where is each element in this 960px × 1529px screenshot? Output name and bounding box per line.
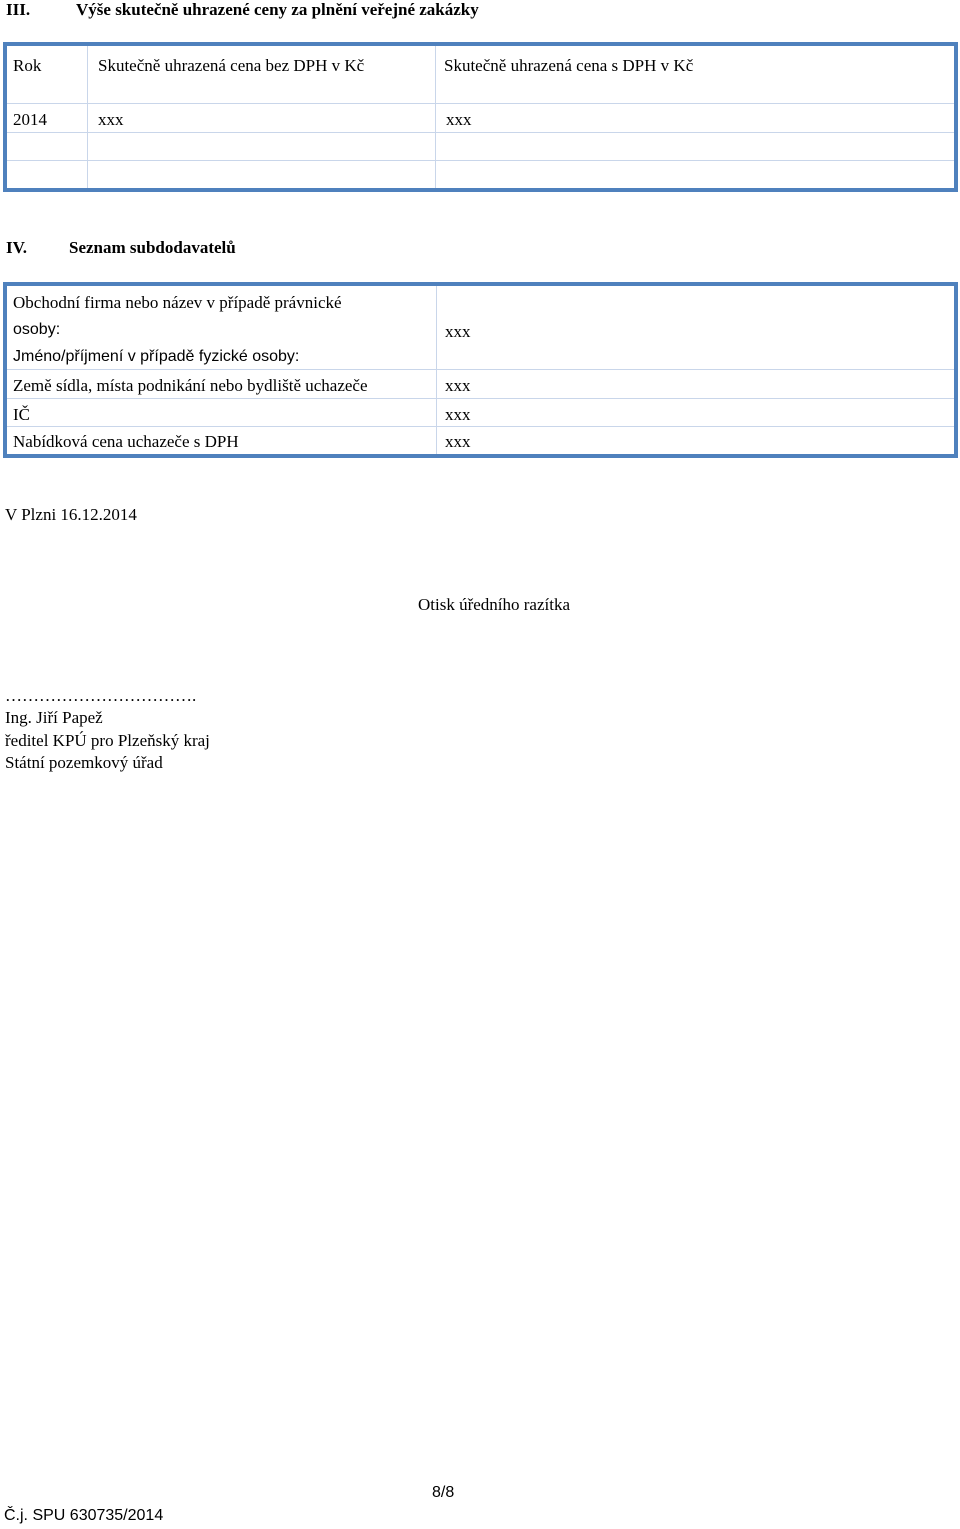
table-cell: Nabídková cena uchazeče s DPH: [7, 427, 437, 454]
table-cell: [88, 133, 436, 161]
table-cell: [436, 133, 954, 161]
page-number: 8/8: [432, 1484, 455, 1501]
reference-number: Č.j. SPU 630735/2014: [4, 1507, 164, 1524]
table-cell: [88, 161, 436, 188]
signatory-name: Ing. Jiří Papež: [5, 708, 103, 727]
table-cell: [436, 161, 954, 188]
place-date: V Plzni 16.12.2014: [5, 505, 137, 524]
table-cell: xxx: [437, 286, 954, 370]
table-cell: xxx: [445, 432, 471, 451]
signatory-org: Státní pozemkový úřad: [5, 753, 163, 772]
table-cell: [7, 133, 88, 161]
table-header-cell: Rok: [7, 46, 88, 104]
table-cell: 2014: [7, 104, 88, 133]
signatory-role: ředitel KPÚ pro Plzeňský kraj: [5, 731, 210, 750]
table-cell: xxx: [437, 370, 954, 399]
table-header-cell: Skutečně uhrazená cena s DPH v Kč: [436, 46, 954, 104]
section3-number: III.: [6, 0, 31, 19]
table-cell: xxx: [436, 104, 954, 133]
table-header-cell: Skutečně uhrazená cena bez DPH v Kč: [88, 46, 436, 104]
table-cell: xxx: [437, 399, 954, 427]
table-cell: Země sídla, místa podnikání nebo bydliště uchazeče: [7, 370, 437, 399]
payments-table: [3, 42, 958, 192]
table-cell: [7, 161, 88, 188]
table-cell: IČ: [7, 399, 437, 427]
stamp-label: Otisk úředního razítka: [418, 595, 571, 614]
signature-dots: …………………………….: [5, 686, 197, 705]
table-cell: xxx: [88, 104, 436, 133]
subcontractors-table: [3, 282, 958, 458]
section4-title: Seznam subdodavatelů: [69, 238, 236, 257]
table-cell: Obchodní firma nebo název v případě právnické osoby: Jméno/příjmení v případě fyzické osoby:: [7, 286, 437, 370]
section3-title: Výše skutečně uhrazené ceny za plnění veřejné zakázky: [76, 0, 479, 19]
section4-number: IV.: [6, 238, 27, 257]
